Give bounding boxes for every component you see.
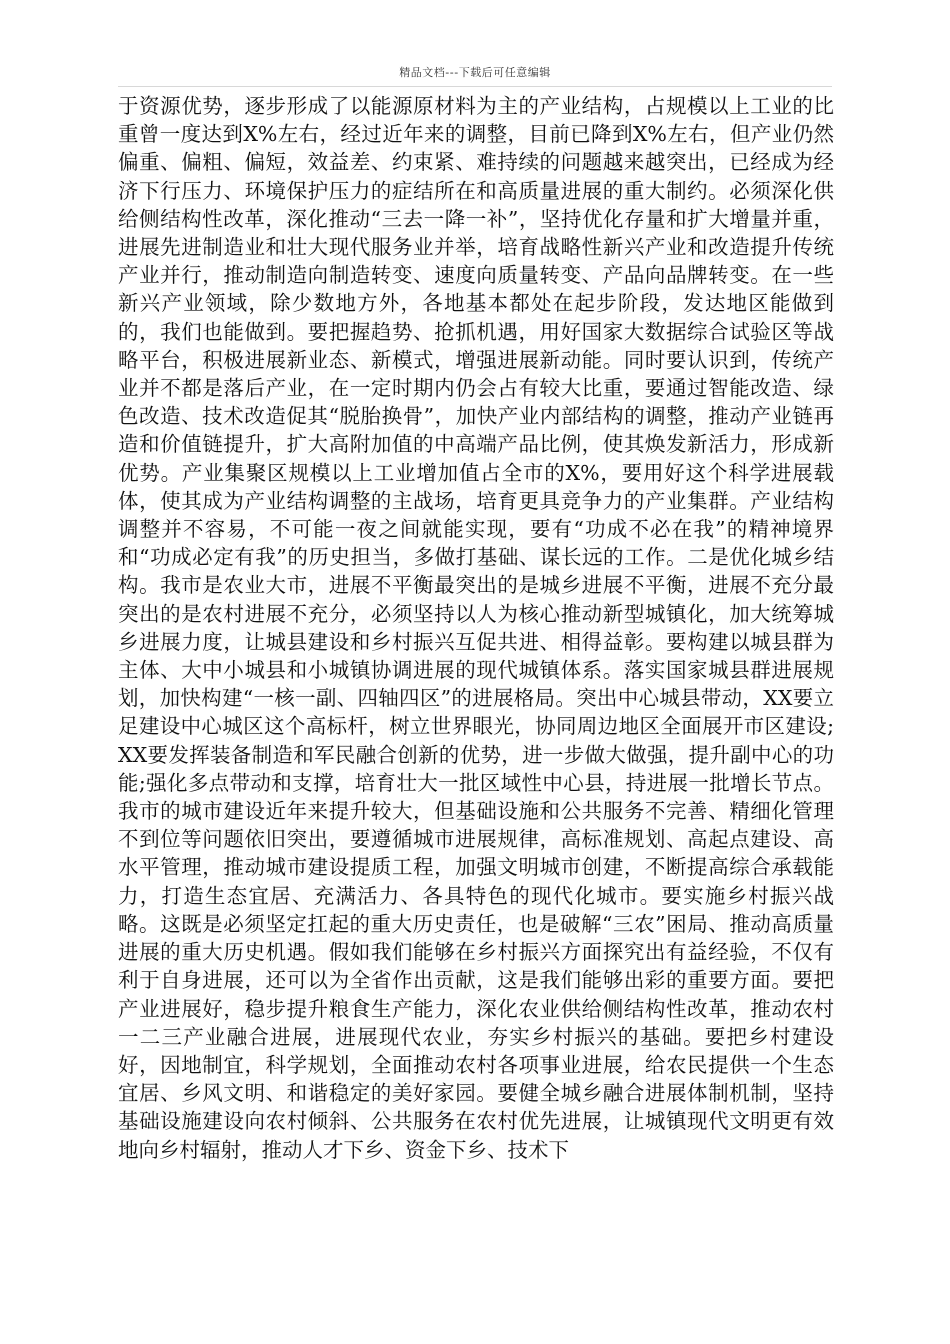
- body-paragraph: 于资源优势，逐步形成了以能源原材料为主的产业结构，占规模以上工业的比重曾一度达到X%左右，经过近年来的调整，目前已降到X%左右，但产业仍然偏重、偏粗、偏短，效益差、约束紧、难持续的问题越来越突出，已经成为经济下行压力、环境保护压力的症结所在和高质量进展的重大制约。必须深化供给侧结构性改革，深化推动“三去一降一补”，坚持优化存量和扩大增量并重，进展先进制造业和壮大现代服务业并举，培育战略性新兴产业和改造提升传统产业并行，推动制造向制造转变、速度向质量转变、产品向品牌转变。在一些新兴产业领域，除少数地方外，各地基本都处在起步阶段，发达地区能做到的，我们也能做到。要把握趋势、抢抓机遇，用好国家大数据综合试验区等战略平台，积极进展新业态、新模式，增强进展新动能。同时要认识到，传统产业并不都是落后产业，在一定时期内仍会占有较大比重，要通过智能改造、绿色改造、技术改造促其“脱胎换骨”，加快产业内部结构的调整，推动产业链再造和价值链提升，扩大高附加值的中高端产品比例，使其焕发新活力，形成新优势。产业集聚区规模以上工业增加值占全市的X%，要用好这个科学进展载体，使其成为产业结构调整的主战场，培育更具竞争力的产业集群。产业结构调整并不容易，不可能一夜之间就能实现，要有“功成不必在我”的精神境界和“功成必定有我”的历史担当，多做打基础、谋长远的工作。二是优化城乡结构。我市是农业大市，进展不平衡最突出的是城乡进展不平衡，进展不充分最突出的是农村进展不充分，必须坚持以人为核心推动新型城镇化，加大统筹城乡进展力度，让城县建设和乡村振兴互促共进、相得益彰。要构建以城县群为主体、大中小城县和小城镇协调进展的现代城镇体系。落实国家城县群进展规划，加快构建“一核一副、四轴四区”的进展格局。突出中心城县带动，XX要立足建设中心城区这个高标杆，树立世界眼光，协同周边地区全面展开市区建设;XX要发挥装备制造和军民融合创新的优势，进一步做大做强，提升副中心的功能;强化多点带动和支撑，培育壮大一批区域性中心县，持进展一批增长节点。我市的城市建设近年来提升较大，但基础设施和公共服务不完善、精细化管理不到位等问题依旧突出，要遵循城市进展规律，高标准规划、高起点建设、高水平管理，推动城市建设提质工程，加强文明城市创建，不断提高综合承载能力，打造生态宜居、充满活力、各具特色的现代化城市。要实施乡村振兴战略。这既是必须坚定扛起的重大历史责任，也是破解“三农”困局、推动高质量进展的重大历史机遇。假如我们能够在乡村振兴方面探究出有益经验，不仅有利于自身进展，还可以为全省作出贡献，这是我们能够出彩的重要方面。要把产业进展好，稳步提升粮食生产能力，深化农业供给侧结构性改革，推动农村一二三产业融合进展，进展现代农业，夯实乡村振兴的基础。要把乡村建设好，因地制宜，科学规划，全面推动农村各项事业进展，给农民提供一个生态宜居、乡风文明、和谐稳定的美好家园。要健全城乡融合进展体制机制，坚持基础设施建设向农村倾斜、公共服务在农村优先进展，让城镇现代文明更有效地向乡村辐射，推动人才下乡、资金下乡、技术下: [118, 94, 834, 1162]
- header-divider: [118, 86, 832, 87]
- page-header: 精品文档---下载后可任意编辑: [399, 66, 551, 79]
